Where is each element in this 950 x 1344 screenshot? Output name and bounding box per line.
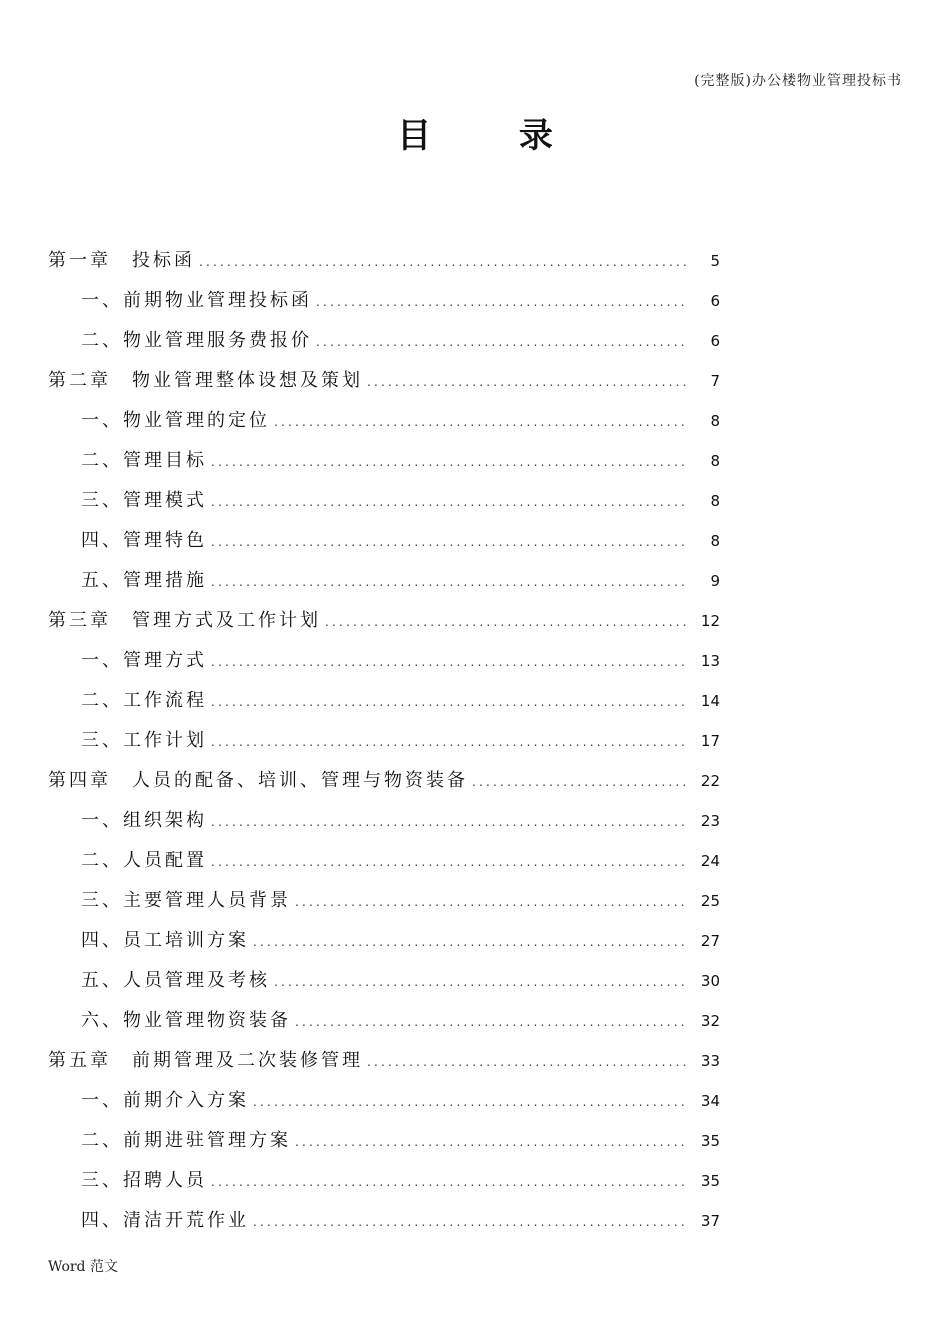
toc-page-number: 9 [710,572,720,590]
toc-dot-leader [211,682,688,722]
toc-entry-label: 二、管理目标 [81,450,207,471]
toc-dot-leader [274,402,688,442]
toc-entry-label: 第五章 前期管理及二次装修管理 [48,1050,363,1071]
toc-page-number: 33 [700,1052,720,1070]
toc-entry-label: 二、人员配置 [81,850,207,871]
toc-entry-label: 第二章 物业管理整体设想及策划 [48,370,363,391]
toc-section-entry[interactable] [48,441,720,481]
toc-entry-label: 第一章 投标函 [48,250,195,271]
toc-dot-leader [295,1122,688,1162]
toc-page-number: 8 [710,492,720,510]
toc-section-entry[interactable] [48,521,720,561]
toc-dot-leader [367,362,688,402]
toc-dot-leader [472,762,688,802]
toc-dot-leader [316,322,688,362]
toc-section-entry[interactable] [48,401,720,441]
toc-entry-label: 五、人员管理及考核 [81,970,270,991]
toc-dot-leader [295,1002,688,1042]
toc-page-number: 6 [710,292,720,310]
toc-dot-leader [253,922,688,962]
toc-chapter-entry[interactable] [48,361,720,401]
toc-section-entry[interactable] [48,1121,720,1161]
toc-entry-label: 三、管理模式 [81,490,207,511]
toc-page-number: 5 [710,252,720,270]
toc-section-entry[interactable] [48,281,720,321]
toc-section-entry[interactable] [48,881,720,921]
toc-dot-leader [211,1162,688,1202]
toc-dot-leader [211,482,688,522]
toc-section-entry[interactable] [48,1081,720,1121]
toc-dot-leader [211,802,688,842]
toc-dot-leader [253,1082,688,1122]
toc-dot-leader [253,1202,688,1242]
toc-chapter-entry[interactable] [48,241,720,281]
toc-entry-label: 四、员工培训方案 [81,930,249,951]
toc-entry-label: 一、物业管理的定位 [81,410,270,431]
toc-dot-leader [295,882,688,922]
toc-section-entry[interactable] [48,481,720,521]
toc-entry-label: 四、清洁开荒作业 [81,1210,249,1231]
toc-section-entry[interactable] [48,561,720,601]
toc-section-entry[interactable] [48,721,720,761]
toc-entry-label: 一、前期物业管理投标函 [81,290,312,311]
toc-section-entry[interactable] [48,1001,720,1041]
toc-dot-leader [211,722,688,762]
toc-page-number: 23 [700,812,720,830]
toc-section-entry[interactable] [48,961,720,1001]
toc-entry-label: 三、工作计划 [81,730,207,751]
toc-dot-leader [211,842,688,882]
toc-dot-leader [211,522,688,562]
toc-page-number: 37 [700,1212,720,1230]
toc-entry-label: 三、主要管理人员背景 [81,890,291,911]
toc-page-number: 8 [710,412,720,430]
toc-entry-label: 一、前期介入方案 [81,1090,249,1111]
toc-section-entry[interactable] [48,801,720,841]
toc-dot-leader [367,1042,688,1082]
toc-section-entry[interactable] [48,921,720,961]
page-title: 目 录 [397,116,591,156]
toc-page-number: 8 [710,452,720,470]
toc-dot-leader [316,282,688,322]
toc-dot-leader [211,642,688,682]
toc-chapter-entry[interactable] [48,761,720,801]
toc-section-entry[interactable] [48,321,720,361]
toc-page-number: 17 [700,732,720,750]
toc-section-entry[interactable] [48,1161,720,1201]
table-of-contents [48,241,720,1241]
toc-page-number: 6 [710,332,720,350]
toc-entry-label: 二、物业管理服务费报价 [81,330,312,351]
toc-page-number: 34 [700,1092,720,1110]
toc-dot-leader [199,242,688,282]
toc-page-number: 25 [700,892,720,910]
toc-page-number: 30 [700,972,720,990]
toc-entry-label: 三、招聘人员 [81,1170,207,1191]
toc-page-number: 8 [710,532,720,550]
toc-entry-label: 第四章 人员的配备、培训、管理与物资装备 [48,770,468,791]
toc-section-entry[interactable] [48,1201,720,1241]
toc-page-number: 27 [700,932,720,950]
page-header: (完整版)办公楼物业管理投标书 [694,73,902,89]
toc-dot-leader [325,602,688,642]
toc-page-number: 12 [700,612,720,630]
toc-chapter-entry[interactable] [48,1041,720,1081]
toc-entry-label: 第三章 管理方式及工作计划 [48,610,321,631]
toc-chapter-entry[interactable] [48,601,720,641]
page-footer: Word 范文 [48,1259,118,1275]
toc-dot-leader [274,962,688,1002]
toc-page-number: 22 [700,772,720,790]
toc-section-entry[interactable] [48,681,720,721]
toc-section-entry[interactable] [48,641,720,681]
toc-page-number: 13 [700,652,720,670]
toc-page-number: 14 [700,692,720,710]
toc-entry-label: 五、管理措施 [81,570,207,591]
toc-page-number: 24 [700,852,720,870]
toc-entry-label: 一、组织架构 [81,810,207,831]
toc-entry-label: 二、工作流程 [81,690,207,711]
toc-entry-label: 六、物业管理物资装备 [81,1010,291,1031]
toc-page-number: 7 [710,372,720,390]
toc-entry-label: 二、前期进驻管理方案 [81,1130,291,1151]
toc-entry-label: 四、管理特色 [81,530,207,551]
toc-page-number: 32 [700,1012,720,1030]
toc-page-number: 35 [700,1172,720,1190]
toc-dot-leader [211,442,688,482]
toc-entry-label: 一、管理方式 [81,650,207,671]
toc-dot-leader [211,562,688,602]
toc-section-entry[interactable] [48,841,720,881]
toc-page-number: 35 [700,1132,720,1150]
